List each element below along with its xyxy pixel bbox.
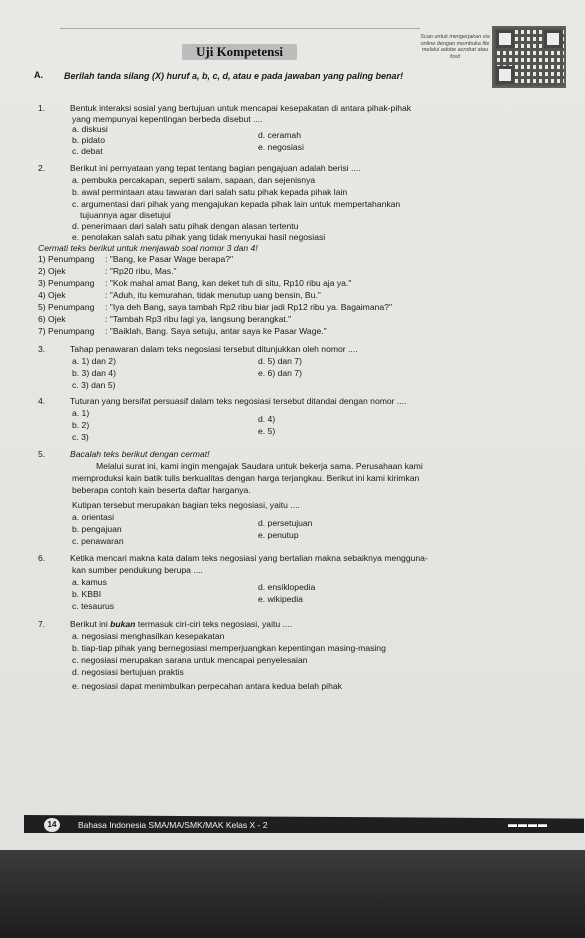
q2-option-b[interactable]: b. awal permintaan atau tawaran dari salah satu pihak kepada pihak lain — [72, 187, 348, 197]
q2-option-a[interactable]: a. pembuka percakapan, seperti salam, sapaan, dan sejenisnya — [72, 175, 316, 185]
instruction-text: Berilah tanda silang (X) huruf a, b, c, d, atau e pada jawaban yang paling benar! — [64, 71, 404, 81]
q5-question: Kutipan tersebut merupakan bagian teks negosiasi, yaitu .... — [72, 500, 300, 510]
footer-book-title: Bahasa Indonesia SMA/MA/SMK/MAK Kelas X - 2 — [78, 820, 268, 830]
q6-option-c[interactable]: c. tesaurus — [72, 601, 115, 611]
q6-option-a[interactable]: a. kamus — [72, 577, 107, 587]
q5-option-e[interactable]: e. penutup — [258, 530, 299, 540]
q7-text-post: termasuk ciri-ciri teks negosiasi, yaitu .... — [135, 619, 293, 629]
q6-option-b[interactable]: b. KBBI — [72, 589, 102, 599]
dialog-speaker-7: 7) Penumpang — [38, 326, 95, 336]
q2-number: 2. — [38, 163, 46, 173]
q5-number: 5. — [38, 449, 46, 459]
q1-option-e[interactable]: e. negosiasi — [258, 142, 304, 152]
q4-option-b[interactable]: b. 2) — [72, 420, 90, 430]
q6-number: 6. — [38, 553, 46, 563]
dialog-line-4: : "Aduh, itu kemurahan, tidak menutup uang bensin, Bu." — [105, 290, 321, 300]
q1-text-2: yang mempunyai kepentingan berbeda disebut .... — [72, 114, 263, 124]
q5-option-d[interactable]: d. persetujuan — [258, 518, 313, 528]
footer-decoration-icon: ▬▬▬▬ — [508, 819, 548, 829]
q3-text: Tahap penawaran dalam teks negosiasi tersebut ditunjukkan oleh nomor .... — [70, 344, 358, 354]
q5-text: Bacalah teks berikut dengan cermat! — [70, 449, 210, 459]
section-label: A. — [34, 70, 43, 80]
q5-option-c[interactable]: c. penawaran — [72, 536, 124, 546]
q7-text — [70, 619, 292, 629]
dialog-speaker-4: 4) Ojek — [38, 290, 66, 300]
q3-number: 3. — [38, 344, 46, 354]
q2-text: Berikut ini pernyataan yang tepat tentang bagian pengajuan adalah berisi .... — [70, 163, 361, 173]
q2-option-c-cont: tujuannya agar disetujui — [80, 210, 171, 220]
scan-note: Scan untuk mengerjakan via online dengan membuka file melalui adobe acrobat atau foxit — [420, 34, 490, 60]
dialog-intro: Cermati teks berikut untuk menjawab soal nomor 3 dan 4! — [38, 243, 258, 253]
q3-option-a[interactable]: a. 1) dan 2) — [72, 356, 116, 366]
q6-option-d[interactable]: d. ensiklopedia — [258, 582, 316, 592]
q4-text: Tuturan yang bersifat persuasif dalam teks negosiasi tersebut ditandai dengan nomor .... — [70, 396, 407, 406]
q4-option-a[interactable]: a. 1) — [72, 408, 90, 418]
dialog-speaker-1: 1) Penumpang — [38, 254, 95, 264]
q7-option-b[interactable]: b. tiap-tiap pihak yang bernegosiasi memperjuangkan kepentingan masing-masing — [72, 643, 386, 653]
q4-option-d[interactable]: d. 4) — [258, 414, 276, 424]
dialog-line-5: : "Iya deh Bang, saya tambah Rp2 ribu biar jadi Rp12 ribu ya. Bagaimana?" — [105, 302, 393, 312]
dialog-line-6: : "Tambah Rp3 ribu lagi ya, langsung berangkat." — [105, 314, 292, 324]
dialog-line-3: : "Kok mahal amat Bang, kan deket tuh di situ, Rp10 ribu aja ya." — [105, 278, 352, 288]
q1-option-a[interactable]: a. diskusi — [72, 124, 108, 134]
q1-number: 1. — [38, 103, 46, 113]
q7-text-pre: Berikut ini — [70, 619, 111, 629]
q2-option-c[interactable]: c. argumentasi dari pihak yang mengajukan kepada pihak lain untuk mempertahankan — [72, 199, 401, 209]
dialog-line-1: : "Bang, ke Pasar Wage berapa?" — [105, 254, 234, 264]
background-surface — [0, 850, 585, 938]
q6-text-2: kan sumber pendukung berupa .... — [72, 565, 203, 575]
q7-option-d[interactable]: d. negosiasi bertujuan praktis — [72, 667, 184, 677]
q3-option-d[interactable]: d. 5) dan 7) — [258, 356, 302, 366]
q3-option-e[interactable]: e. 6) dan 7) — [258, 368, 302, 378]
q5-option-b[interactable]: b. pengajuan — [72, 524, 122, 534]
q5-option-a[interactable]: a. orientasi — [72, 512, 115, 522]
page-number: 14 — [44, 818, 60, 832]
q2-option-d[interactable]: d. penerimaan dari salah satu pihak dengan alasan tertentu — [72, 221, 299, 231]
dialog-line-2: : "Rp20 ribu, Mas." — [105, 266, 177, 276]
q6-text: Ketika mencari makna kata dalam teks negosiasi yang bertalian makna sebaiknya mengguna- — [70, 553, 428, 563]
q5-passage-3: beberapa contoh kain beserta daftar harganya. — [72, 485, 251, 495]
q1-text: Bentuk interaksi sosial yang bertujuan untuk mencapai kesepakatan di antara pihak-pihak — [70, 103, 412, 113]
q7-option-e[interactable]: e. negosiasi dapat menimbulkan perpecahan antara kedua belah pihak — [72, 681, 342, 691]
q1-option-d[interactable]: d. ceramah — [258, 130, 301, 140]
q5-passage-2: memproduksi kain batik tulis berkualitas dengan harga terjangkau. Berikut ini kami kirimkan — [72, 473, 420, 483]
q4-option-c[interactable]: c. 3) — [72, 432, 89, 442]
q3-option-c[interactable]: c. 3) dan 5) — [72, 380, 116, 390]
q2-option-e[interactable]: e. penolakan salah satu pihak yang tidak menyukai hasil negosiasi — [72, 232, 326, 242]
dialog-line-7: : "Baiklah, Bang. Saya setuju, antar saya ke Pasar Wage." — [105, 326, 327, 336]
q4-number: 4. — [38, 396, 46, 406]
q1-option-c[interactable]: c. debat — [72, 146, 103, 156]
q3-option-b[interactable]: b. 3) dan 4) — [72, 368, 116, 378]
q6-option-e[interactable]: e. wikipedia — [258, 594, 303, 604]
q7-option-a[interactable]: a. negosiasi menghasilkan kesepakatan — [72, 631, 225, 641]
q5-passage-1: Melalui surat ini, kami ingin mengajak Saudara untuk bekerja sama. Perusahaan kami — [96, 461, 423, 471]
q1-option-b[interactable]: b. pidato — [72, 135, 105, 145]
q7-option-c[interactable]: c. negosiasi merupakan sarana untuk mencapai penyelesaian — [72, 655, 308, 665]
dialog-speaker-3: 3) Penumpang — [38, 278, 95, 288]
page-title: Uji Kompetensi — [182, 44, 297, 60]
dialog-speaker-6: 6) Ojek — [38, 314, 66, 324]
q7-text-emphasis: bukan — [110, 619, 136, 629]
dialog-speaker-2: 2) Ojek — [38, 266, 66, 276]
q7-number: 7. — [38, 619, 46, 629]
dialog-speaker-5: 5) Penumpang — [38, 302, 95, 312]
q4-option-e[interactable]: e. 5) — [258, 426, 276, 436]
